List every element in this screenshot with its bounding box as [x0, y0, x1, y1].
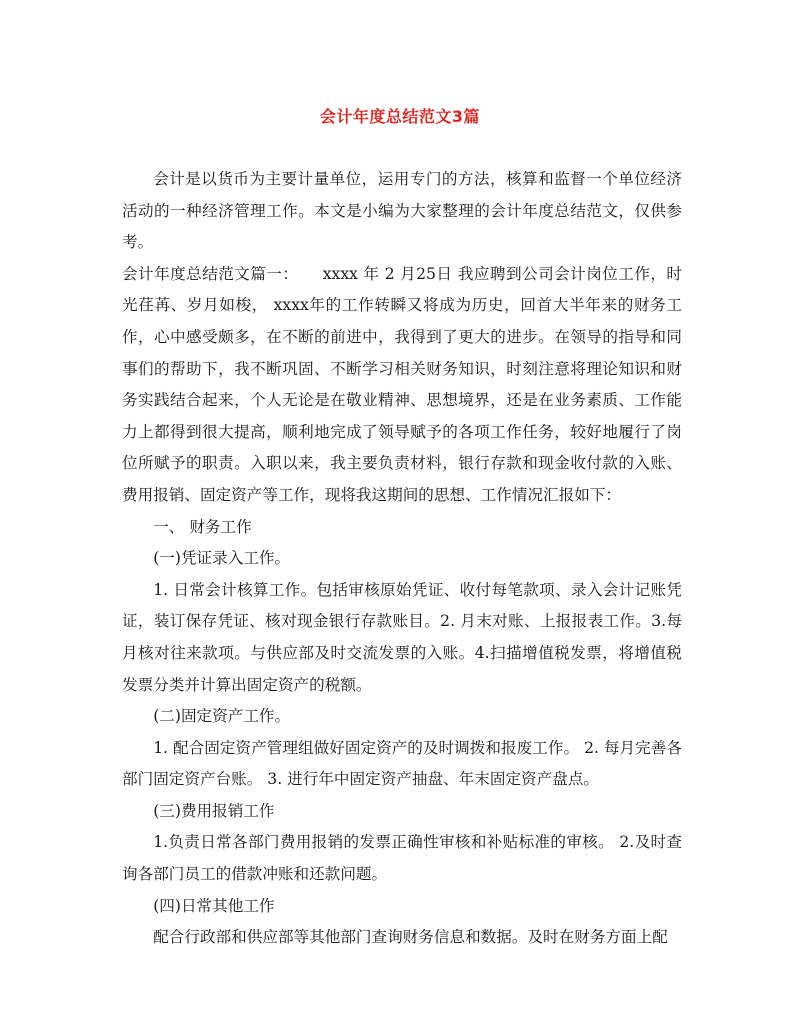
fixed-assets-paragraph: 1. 配合固定资产管理组做好固定资产的及时调拨和报废工作。 2. 每月完善各部门固定资产台账。 3. 进行年中固定资产抽盘、年末固定资产盘点。 [122, 738, 682, 789]
document-body [122, 164, 682, 954]
subheading-expense-reimbursement: (三)费用报销工作 [153, 801, 275, 820]
essay-one-paragraph: 会计年度总结范文篇一： xxxx 年 2 月25日 我应聘到公司会计岗位工作，时光荏苒、岁月如梭， xxxx年的工作转瞬又将成为历史，回首大半年来的财务工作，心中感受颇多，在不断的前进中，我得到了更大的进步。在领导的指导和同事们的帮助下，我不断巩固、不断学习相关财务知识，时刻注意将理论知识和财务实践结合起来，个人无论是在敬业精神、思想境界，还是在业务素质、工作能力上都得到很大提高，顺利地完成了领导赋予的各项工作任务，较好地履行了岗位所赋予的职责。入职以来，我主要负责材料，银行存款和现金收付款的入账、费用报销、固定资产等工作，现将我这期间的思想、工作情况汇报如下： [122, 264, 682, 504]
expense-reimbursement-paragraph: 1.负责日常各部门费用报销的发票正确性审核和补贴标准的审核。 2.及时查询各部门员工的借款冲账和还款问题。 [122, 833, 682, 884]
subheading-other-work: (四)日常其他工作 [153, 896, 275, 915]
other-work-paragraph: 配合行政部和供应部等其他部门查询财务信息和数据。及时在财务方面上配 [153, 928, 668, 947]
intro-paragraph: 会计是以货币为主要计量单位，运用专门的方法，核算和监督一个单位经济活动的一种经济管理工作。本文是小编为大家整理的会计年度总结范文，仅供参考。 [122, 170, 682, 252]
subheading-voucher-entry: (一)凭证录入工作。 [153, 549, 291, 568]
voucher-entry-paragraph: 1. 日常会计核算工作。包括审核原始凭证、收付每笔款项、录入会计记账凭证，装订保存凭证、核对现金银行存款账目。2. 月末对账、上报报表工作。3.每月核对往来款项。与供应部及时交流发票的入账。4.扫描增值税发票，将增值税发票分类并计算出固定资产的税额。 [122, 580, 682, 694]
document-title: 会计年度总结范文3篇 [319, 107, 481, 126]
subheading-fixed-assets: (二)固定资产工作。 [153, 707, 291, 726]
section-heading-finance: 一、 财务工作 [153, 517, 252, 536]
